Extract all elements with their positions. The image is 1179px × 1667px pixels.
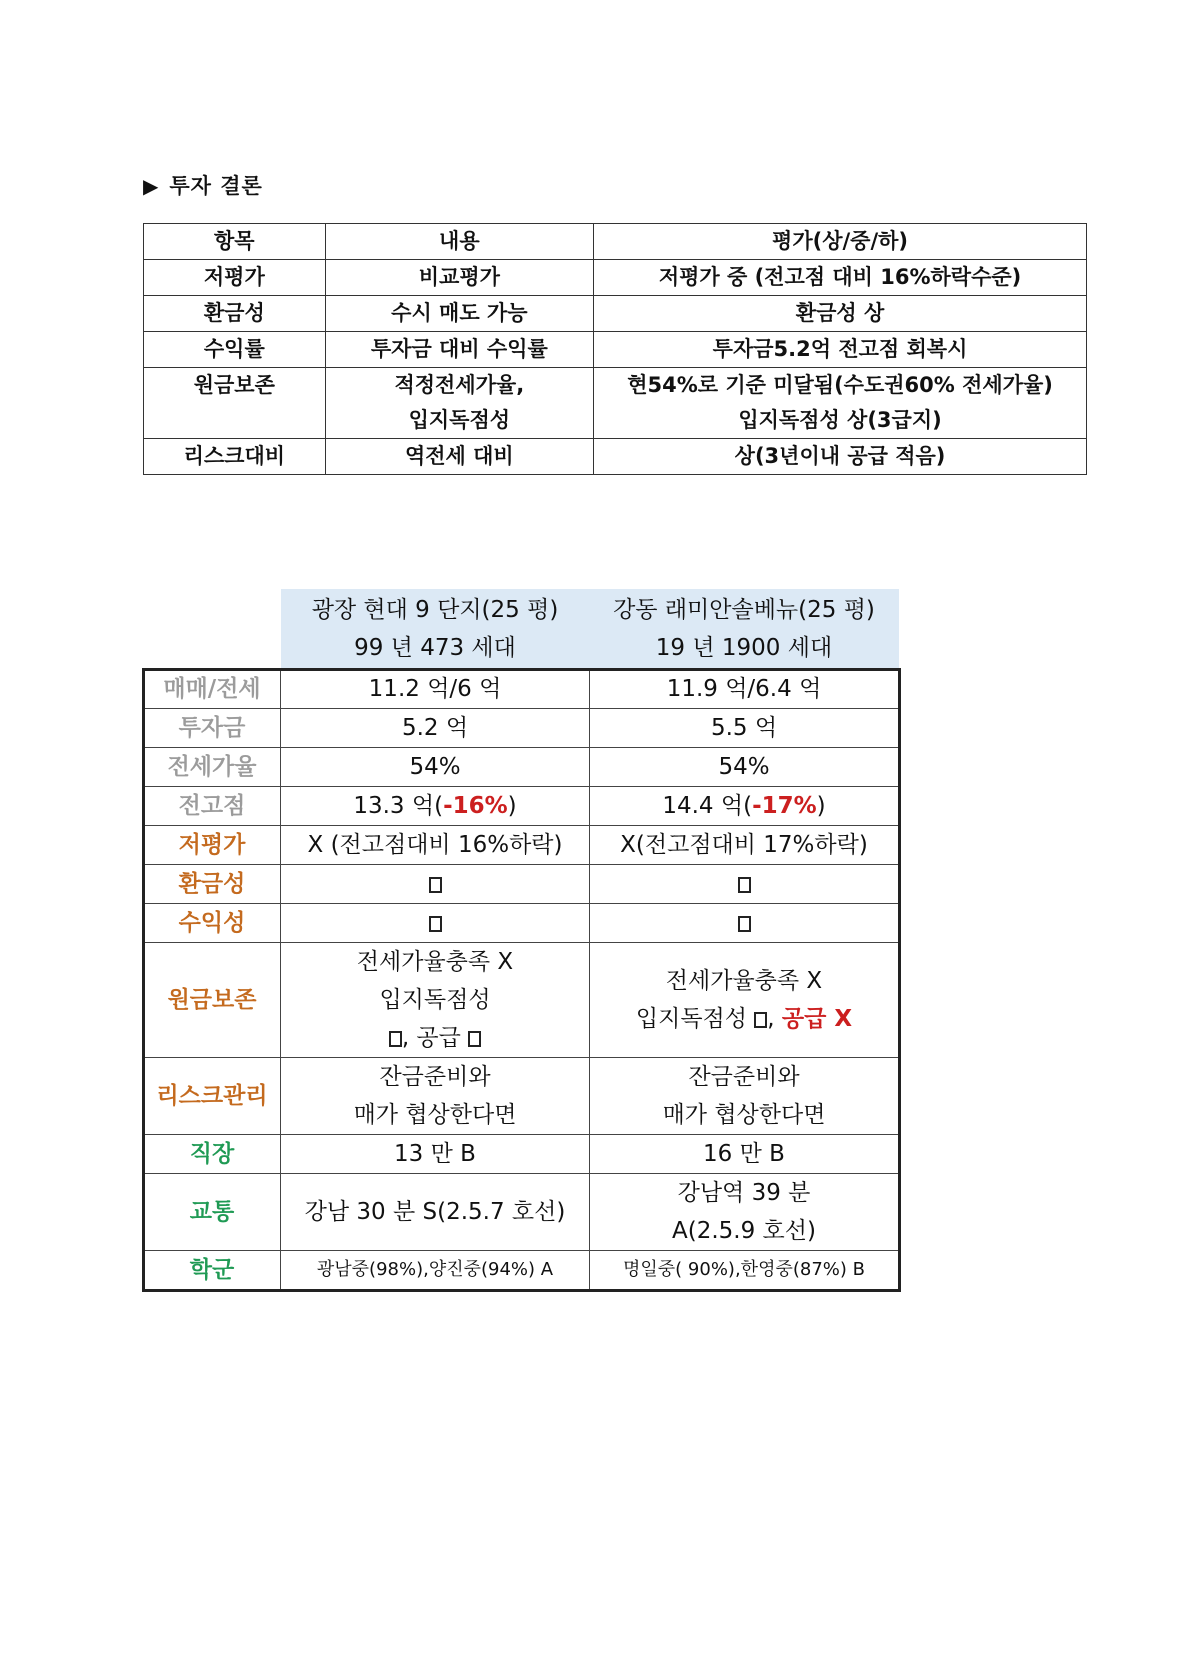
table-row xyxy=(144,296,1087,332)
square-icon xyxy=(429,877,442,893)
cell-a xyxy=(281,865,590,904)
cell-a: 광남중(98%),양진중(94%) A xyxy=(281,1251,590,1290)
square-icon xyxy=(389,1031,402,1047)
row-label: 학군 xyxy=(144,1251,281,1290)
row-content: 역전세 대비 xyxy=(325,439,593,475)
row-label: 매매/전세 xyxy=(144,670,281,709)
cell-a: 11.2 억/6 억 xyxy=(281,670,590,709)
row-label: 환금성 xyxy=(144,865,281,904)
header-complex-a: 광장 현대 9 단지(25 평) 99 년 473 세대 xyxy=(281,589,590,670)
header-item: 항목 xyxy=(144,224,326,260)
row-label: 원금보존 xyxy=(144,943,281,1058)
row-label: 투자금 xyxy=(144,709,281,748)
table-row xyxy=(144,670,899,709)
row-label: 저평가 xyxy=(144,826,281,865)
cell-a: 전세가율충족 X 입지독점성 , 공급 xyxy=(281,943,590,1058)
table-row xyxy=(144,787,899,826)
summary-table xyxy=(143,223,1087,475)
row-content: 투자금 대비 수익률 xyxy=(325,332,593,368)
cell-b: 5.5 억 xyxy=(590,709,899,748)
cell-a xyxy=(281,904,590,943)
row-eval: 투자금5.2억 전고점 회복시 xyxy=(594,332,1087,368)
table-row xyxy=(144,904,899,943)
section-title: ▶ 투자 결론 xyxy=(143,174,263,198)
cell-b: 54% xyxy=(590,748,899,787)
square-icon xyxy=(738,877,751,893)
row-label: 교통 xyxy=(144,1174,281,1251)
square-icon xyxy=(429,916,442,932)
row-eval: 저평가 중 (전고점 대비 16%하락수준) xyxy=(594,260,1087,296)
square-icon xyxy=(738,916,751,932)
cell-a: 13 만 B xyxy=(281,1135,590,1174)
cell-b: 14.4 억(-17%) xyxy=(590,787,899,826)
row-eval: 상(3년이내 공급 적음) xyxy=(594,439,1087,475)
table-header-row xyxy=(144,224,1087,260)
square-icon xyxy=(754,1012,767,1028)
row-content: 수시 매도 가능 xyxy=(325,296,593,332)
row-item: 리스크대비 xyxy=(144,439,326,475)
table-row xyxy=(144,709,899,748)
row-label: 전고점 xyxy=(144,787,281,826)
row-item: 환금성 xyxy=(144,296,326,332)
table-row xyxy=(144,439,1087,475)
table-row xyxy=(144,332,1087,368)
header-complex-b: 강동 래미안솔베뉴(25 평) 19 년 1900 세대 xyxy=(590,589,899,670)
row-eval: 현54%로 기준 미달됨(수도권60% 전세가율) 입지독점성 상(3급지) xyxy=(594,368,1087,439)
cell-a: X (전고점대비 16%하락) xyxy=(281,826,590,865)
cell-b: 16 만 B xyxy=(590,1135,899,1174)
row-content: 적정전세가율, 입지독점성 xyxy=(325,368,593,439)
cell-b: 11.9 억/6.4 억 xyxy=(590,670,899,709)
row-content: 비교평가 xyxy=(325,260,593,296)
cell-b: 강남역 39 분 A(2.5.9 호선) xyxy=(590,1174,899,1251)
cell-a: 54% xyxy=(281,748,590,787)
header-content: 내용 xyxy=(325,224,593,260)
cell-a: 13.3 억(-16%) xyxy=(281,787,590,826)
row-label: 전세가율 xyxy=(144,748,281,787)
row-eval: 환금성 상 xyxy=(594,296,1087,332)
cell-a: 5.2 억 xyxy=(281,709,590,748)
row-label: 직장 xyxy=(144,1135,281,1174)
cell-b xyxy=(590,904,899,943)
cell-b: 잔금준비와 매가 협상한다면 xyxy=(590,1058,899,1135)
table-row xyxy=(144,1058,899,1135)
table-row xyxy=(144,865,899,904)
cell-b: 명일중( 90%),한영중(87%) B xyxy=(590,1251,899,1290)
table-row xyxy=(144,1135,899,1174)
table-row xyxy=(144,748,899,787)
header-blank xyxy=(144,589,281,670)
triangle-right-icon: ▶ xyxy=(143,174,160,198)
row-label: 리스크관리 xyxy=(144,1058,281,1135)
row-item: 저평가 xyxy=(144,260,326,296)
comparison-header-row xyxy=(144,589,899,670)
table-row xyxy=(144,1174,899,1251)
cell-b: 전세가율충족 X 입지독점성 , 공급 X xyxy=(590,943,899,1058)
row-item: 원금보존 xyxy=(144,368,326,439)
table-row xyxy=(144,368,1087,439)
table-row xyxy=(144,260,1087,296)
table-row xyxy=(144,943,899,1058)
table-row xyxy=(144,1251,899,1290)
row-label: 수익성 xyxy=(144,904,281,943)
row-item: 수익률 xyxy=(144,332,326,368)
cell-b xyxy=(590,865,899,904)
square-icon xyxy=(468,1031,481,1047)
comparison-table xyxy=(143,589,899,1290)
header-eval: 평가(상/중/하) xyxy=(594,224,1087,260)
cell-a: 강남 30 분 S(2.5.7 호선) xyxy=(281,1174,590,1251)
cell-b: X(전고점대비 17%하락) xyxy=(590,826,899,865)
cell-a: 잔금준비와 매가 협상한다면 xyxy=(281,1058,590,1135)
table-row xyxy=(144,826,899,865)
